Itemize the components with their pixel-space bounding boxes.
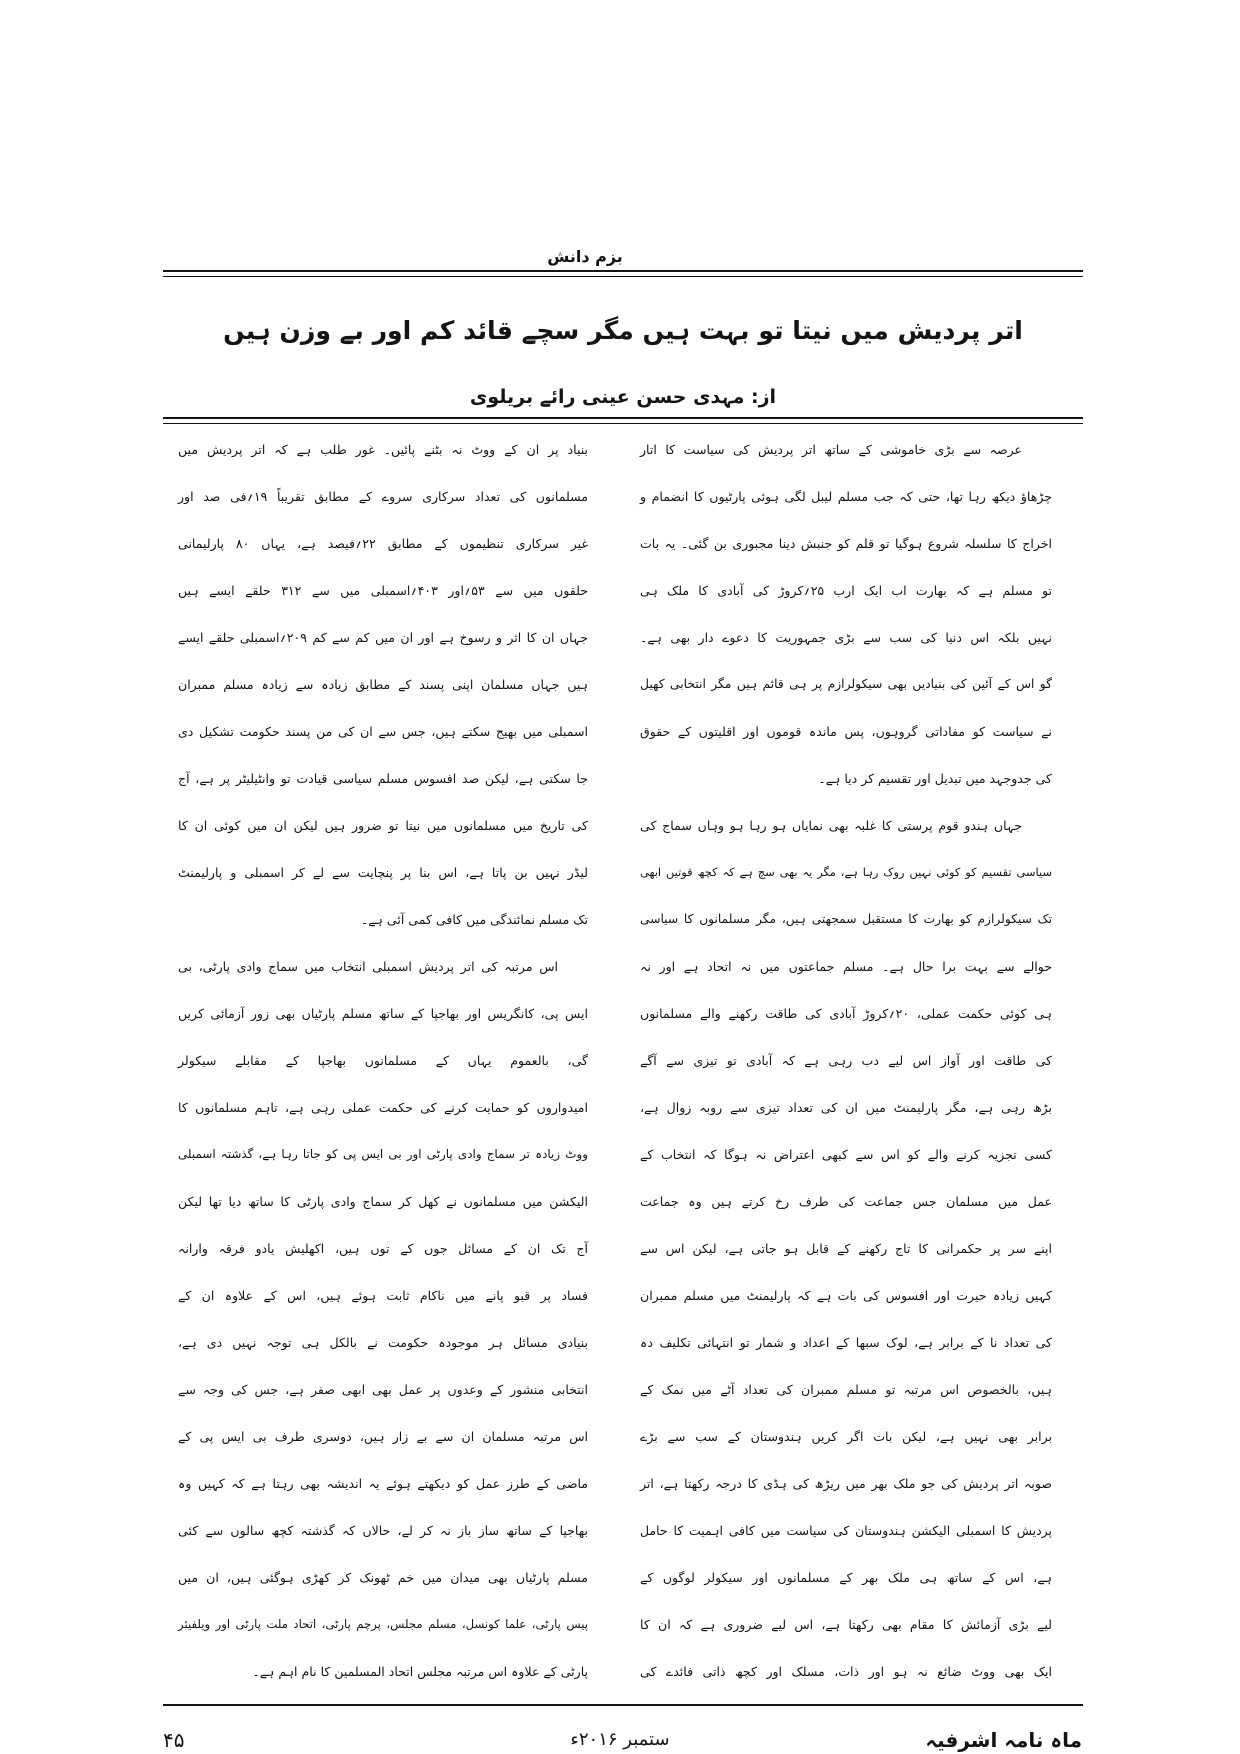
author-rule-thin xyxy=(163,423,1083,424)
article-line: سیاسی تقسیم کو کوئی نہیں روک رہا ہے، مگر یہ بھی سچ ہے کہ کچھ قوتیں ابھی xyxy=(640,865,1052,879)
header-rule-thick xyxy=(163,270,1083,272)
article-line: ایک بھی ووٹ ضائع نہ ہو اور ذات، مسلک اور کچھ ذاتی فائدے کی xyxy=(640,1664,1052,1679)
article-line: تک سیکولرازم کو بھارت کا مستقبل سمجھتی ہیں، مگر مسلمانوں کا سیاسی xyxy=(640,912,1052,926)
article-line: حوالے سے بہت برا حال ہے۔ مسلم جماعتوں میں نہ اتحاد ہے اور نہ xyxy=(640,959,1052,974)
article-line: بنیاد پر ان کے ووٹ نہ بٹنے پائیں۔ غور طلب ہے کہ اتر پردیش میں xyxy=(178,442,588,457)
article-line: انتخابی منشور کے وعدوں پر عمل بھی ابھی صفر ہے، جس کی وجہ سے xyxy=(178,1382,588,1397)
article-line: ہی کوئی حکمت عملی، ۲۰؍کروڑ آبادی کی طاقت رکھنے والے مسلمانوں xyxy=(640,1006,1052,1021)
article-line: کی طاقت اور آواز اس لیے دب رہی ہے کہ آبادی تو تیزی سے آگے xyxy=(640,1053,1052,1068)
footer-page-number: ۴۵ xyxy=(163,1728,185,1752)
article-line: حلقوں میں سے ۵۳؍اور ۴۰۳؍اسمبلی میں سے ۳۱۲ حلقے ایسے ہیں xyxy=(178,583,588,598)
article-line: ایس پی، کانگریس اور بھاجپا کے ساتھ مسلم پارٹیاں بھی زور آزمائی کریں xyxy=(178,1006,588,1021)
article-line: بھاجپا کے ساتھ ساز باز نہ کر لے، حالاں کہ گذشتہ کچھ سالوں سے کئی xyxy=(178,1523,588,1538)
footer-issue-date: ستمبر ۲۰۱۶ء xyxy=(570,1729,670,1750)
article-line: گی، بالعموم یہاں کے مسلمانوں بھاجپا کے مقابلے سیکولر xyxy=(178,1053,588,1068)
article-line: عمل میں مسلمان جس جماعت کی طرف رخ کرتے ہیں وہ جماعت xyxy=(640,1194,1052,1209)
article-line: چڑھاؤ دیکھ رہا تھا، حتی کہ جب مسلم لیبل لگی ہوئی پارٹیوں کا انضمام و xyxy=(640,489,1052,504)
article-line: ووٹ زیادہ تر سماج وادی پارٹی اور بی ایس پی کو جاتا رہا ہے، گذشتہ اسمبلی xyxy=(178,1147,588,1161)
article-line: عرصہ سے بڑی خاموشی کے ساتھ اتر پردیش کی سیاست کا اتار xyxy=(640,442,1022,457)
article-line: الیکشن میں مسلمانوں نے کھل کر سماج وادی پارٹی کا ساتھ دیا تھا لیکن xyxy=(178,1194,588,1209)
article-line: آج تک ان کے مسائل جوں کے توں ہیں، اکھلیش یادو فرقہ وارانہ xyxy=(178,1241,588,1256)
article-line: ہیں جہاں مسلمان اپنی پسند کے مطابق زیادہ سے زیادہ مسلم ممبران xyxy=(178,677,588,692)
article-line: اس مرتبہ کی اتر پردیش اسمبلی انتخاب میں سماج وادی پارٹی، بی xyxy=(178,959,558,974)
article-line: تک مسلم نمائندگی میں کافی کمی آئی ہے۔ xyxy=(360,912,588,927)
article-line: فساد پر قبو پانے میں ناکام ثابت ہوئے ہیں، اس کے علاوہ ان کے xyxy=(178,1288,588,1303)
article-line: اخراج کا سلسلہ شروع ہوگیا تو قلم کو جنبش دینا مجبوری بن گئی۔ یہ بات xyxy=(640,536,1052,551)
article-line: کی جدوجہد میں تبدیل اور تقسیم کر دیا ہے۔ xyxy=(818,771,1052,786)
article-line: مسلمانوں کی تعداد سرکاری سروے کے مطابق تقریباً ۱۹؍فی صد اور xyxy=(178,489,588,504)
article-line: پارٹی کے علاوہ اس مرتبہ مجلس اتحاد المسلمین کا نام اہم ہے۔ xyxy=(252,1664,588,1679)
article-line: بڑھ رہی ہے، مگر پارلیمنٹ میں ان کی تعداد تیزی سے روبہ زوال ہے، xyxy=(640,1100,1052,1115)
header-rule-thin xyxy=(163,276,1083,277)
article-line: کی تعداد نا کے برابر ہے، لوک سبھا کے اعداد و شمار تو انتہائی تکلیف دہ xyxy=(640,1335,1052,1350)
article-line: پیس پارٹی، علما کونسل، مسلم مجلس، پرچم پارٹی، اتحاد ملت پارٹی اور ویلفیئر xyxy=(178,1617,588,1631)
article-line: امیدواروں کو حمایت کرنے کی حکمت عملی رہی ہے، تاہم مسلمانوں کا xyxy=(178,1100,588,1115)
author-rule-thick xyxy=(163,417,1083,419)
article-line: جہاں ہندو قوم پرستی کا غلبہ بھی نمایاں ہو رہا ہو وہاں سماج کی xyxy=(640,818,1022,833)
article-line: ہے، اس کے ساتھ ہی ملک بھر کے مسلمانوں اور سیکولر لوگوں کے xyxy=(640,1570,1052,1585)
article-line: غیر سرکاری تنظیموں کے مطابق ۲۲؍فیصد ہے، یہاں ۸۰ پارلیمانی xyxy=(178,536,589,551)
article-line: اپنے سر پر حکمرانی کا تاج رکھنے کے قابل ہو جاتی ہے، لیکن اس سے xyxy=(640,1241,1052,1256)
article-line: نے سیاست کو مفاداتی گروہوں، پس ماندہ قوموں اور اقلیتوں کے حقوق xyxy=(640,724,1052,739)
article-line: صوبہ اتر پردیش کی جو ملک بھر میں ریڑھ کی ہڈی کا درجہ رکھتا ہے، اتر xyxy=(640,1476,1052,1491)
article-line: جہاں ان کا اثر و رسوخ ہے اور ان میں کم سے کم ۲۰۹؍اسمبلی حلقے ایسے xyxy=(178,630,588,645)
article-line: ماضی کے طرز عمل کو دیکھتے ہوئے یہ اندیشہ بھی رہتا ہے کہ کہیں وہ xyxy=(178,1476,588,1491)
article-line: مسلم پارٹیاں بھی میدان میں خم ٹھونک کر کھڑی ہوگئی ہیں، ان میں xyxy=(178,1570,588,1585)
article-column-left xyxy=(178,426,588,1695)
article-line: اس مرتبہ مسلمان ان سے بے زار ہیں، دوسری طرف بی ایس پی کے xyxy=(178,1429,588,1444)
article-line: بنیادی مسائل ہر موجودہ حکومت نے بالکل ہی توجہ نہیں دی ہے، xyxy=(178,1335,588,1350)
article-line: گو اس کے آئین کی بنیادیں بھی سیکولرازم پر ہی قائم ہیں مگر انتخابی کھیل xyxy=(640,677,1052,691)
article-line: لیڈر نہیں بن پاتا ہے، اس بنا پر پنچایت سے لے کر اسمبلی و پارلیمنٹ xyxy=(178,865,588,880)
article-column-right xyxy=(640,426,1052,1695)
article-line: پردیش کا اسمبلی الیکشن ہندوستان کی سیاست میں کافی اہمیت کا حامل xyxy=(640,1523,1052,1538)
article-line: اسمبلی میں بھیج سکتے ہیں، جس سے ان کی من پسند حکومت تشکیل دی xyxy=(178,724,588,739)
footer-rule xyxy=(163,1704,1083,1706)
article-line: برابر بھی نہیں ہے، لیکن بات اگر کریں ہندوستان کے سب سے بڑے xyxy=(640,1429,1052,1444)
article-line: تو مسلم ہے کہ بھارت اب ایک ارب ۲۵؍کروڑ کی آبادی کا ملک ہی xyxy=(640,583,1052,598)
article-author: از: مہدی حسن عینی رائے بریلوی xyxy=(469,386,777,408)
article-line: جا سکتی ہے، لیکن صد افسوس مسلم سیاسی قیادت تو وانٹیلیٹر پر ہے، آج xyxy=(178,771,588,786)
article-line: لیے بڑی آزمائش کا مقام بھی رکھتا ہے، اس لیے ضروری ہے کہ ان کا xyxy=(640,1617,1052,1632)
article-title: اتر پردیش میں نیتا تو بہت ہیں مگر سچے قائد کم اور بے وزن ہیں xyxy=(223,316,1023,345)
section-header: بزم دانش xyxy=(547,247,623,266)
article-line: کسی تجزیہ کرنے والے کو اس سے کبھی اعتراض نہ ہوگا کہ انتخاب کے xyxy=(640,1147,1052,1162)
article-line: نہیں بلکہ اس دنیا کی سب سے بڑی جمہوریت کا دعوے دار بھی ہے۔ xyxy=(640,630,1052,645)
article-line: ہیں، بالخصوص اس مرتبہ تو مسلم ممبران کی تعداد آٹے میں نمک کے xyxy=(640,1382,1052,1397)
article-line: کی تاریخ میں مسلمانوں میں نیتا تو ضرور ہیں لیکن ان میں کوئی ان کا xyxy=(178,818,588,833)
article-line: کہیں زیادہ حیرت اور افسوس کی بات ہے کہ پارلیمنٹ میں مسلم ممبران xyxy=(640,1288,1052,1303)
footer-magazine-name: ماہ نامہ اشرفیہ xyxy=(925,1728,1082,1752)
